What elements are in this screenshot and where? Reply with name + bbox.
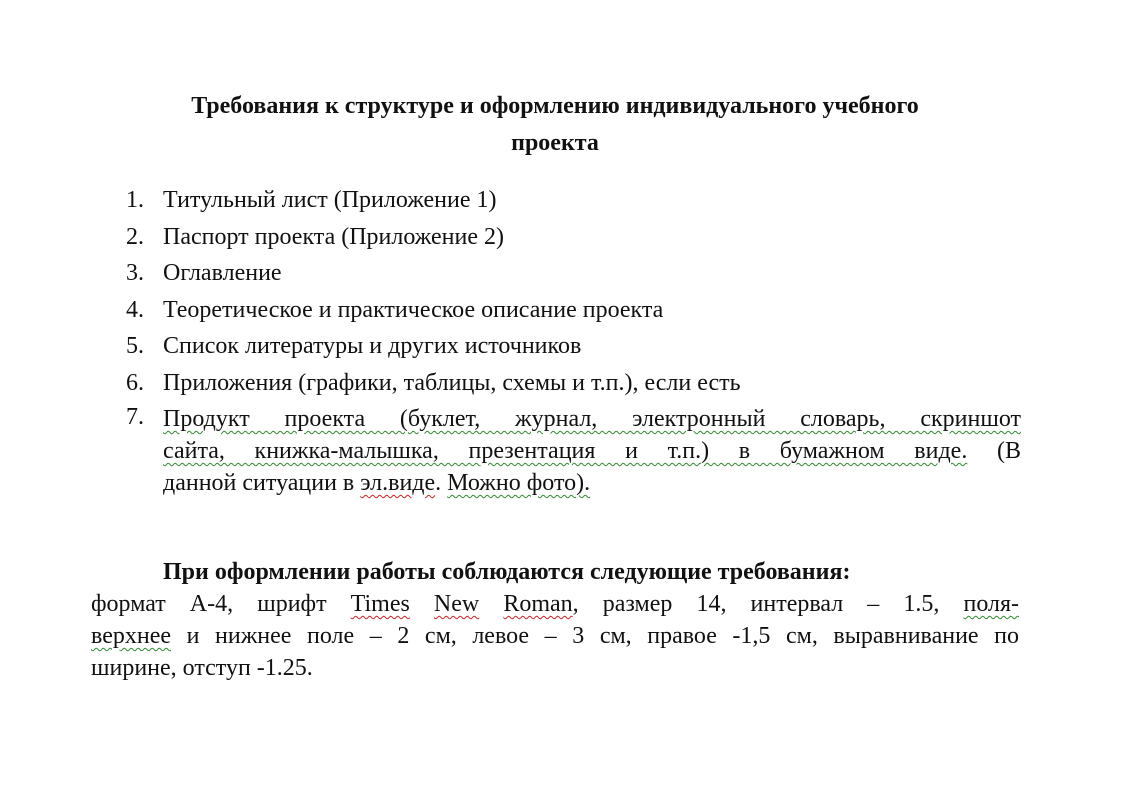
grammar-flagged-text: Можно фото). (447, 470, 591, 496)
list-item (0, 255, 1021, 292)
list-item (0, 401, 1021, 499)
requirements-heading: При оформлении работы соблюдаются следующие требования: (163, 559, 851, 585)
list-item-text: Список литературы и других источников (163, 333, 582, 359)
list-item-text: Титульный лист (Приложение 1) (163, 187, 497, 213)
spelling-flagged-text: Times (350, 591, 410, 617)
list-item (0, 182, 1021, 219)
list-item (0, 328, 1021, 365)
list-number: 3. (126, 260, 144, 286)
list-number: 5. (126, 333, 144, 359)
list-item-text: (В (967, 438, 1021, 464)
paragraph-line-3: ширине, отступ -1.25. (91, 655, 313, 681)
requirements-paragraph (91, 588, 1019, 684)
list-item-text: Теоретическое и практическое описание проекта (163, 296, 664, 323)
list-item-text: . (435, 470, 448, 496)
list-number: 4. (126, 296, 144, 323)
paragraph-text (410, 591, 434, 617)
grammar-flagged-text: сайта, книжка-малышка, презентация и т.п.) в бумажном виде. (163, 438, 968, 464)
document-title (110, 88, 1000, 162)
spelling-flagged-text: Roman (503, 591, 573, 617)
list-item-text: данной ситуации в (163, 470, 361, 496)
list-item (0, 219, 1021, 256)
list-item-text: Паспорт проекта (Приложение 2) (163, 223, 505, 250)
list-item-line-2 (163, 435, 1021, 467)
list-item (0, 292, 1021, 329)
grammar-flagged-text: поля- (963, 591, 1020, 617)
list-item-text: Приложения (графики, таблицы, схемы и т.п.), если есть (163, 369, 741, 396)
list-item (0, 365, 1021, 402)
paragraph-line-2 (91, 620, 1019, 652)
list-number: 1. (126, 187, 144, 213)
paragraph-text: и нижнее поле – 2 см, левое – 3 см, правое -1,5 см, выравнивание по (171, 623, 1019, 649)
list-number: 2. (126, 223, 144, 250)
list-number: 6. (126, 369, 144, 396)
title-line-1: Требования к структуре и оформлению индивидуального учебного (191, 93, 919, 119)
list-item-line-3 (163, 467, 1021, 499)
paragraph-text (479, 591, 503, 617)
spelling-flagged-text: эл.виде (360, 470, 436, 496)
list-item-line-1 (163, 403, 1021, 435)
grammar-flagged-text: Продукт проекта (буклет, журнал, электронный словарь, скриншот (163, 406, 1021, 432)
paragraph-line-1 (91, 588, 1019, 620)
paragraph-text: , размер 14, интервал – 1.5, (572, 591, 964, 617)
list-number: 7. (126, 404, 144, 430)
grammar-flagged-text: верхнее (91, 623, 171, 649)
requirements-list (0, 182, 1122, 499)
paragraph-text: формат А-4, шрифт (91, 591, 351, 617)
spelling-flagged-text: New (433, 591, 480, 617)
title-line-2: проекта (511, 130, 599, 156)
list-item-text: Оглавление (163, 260, 282, 286)
